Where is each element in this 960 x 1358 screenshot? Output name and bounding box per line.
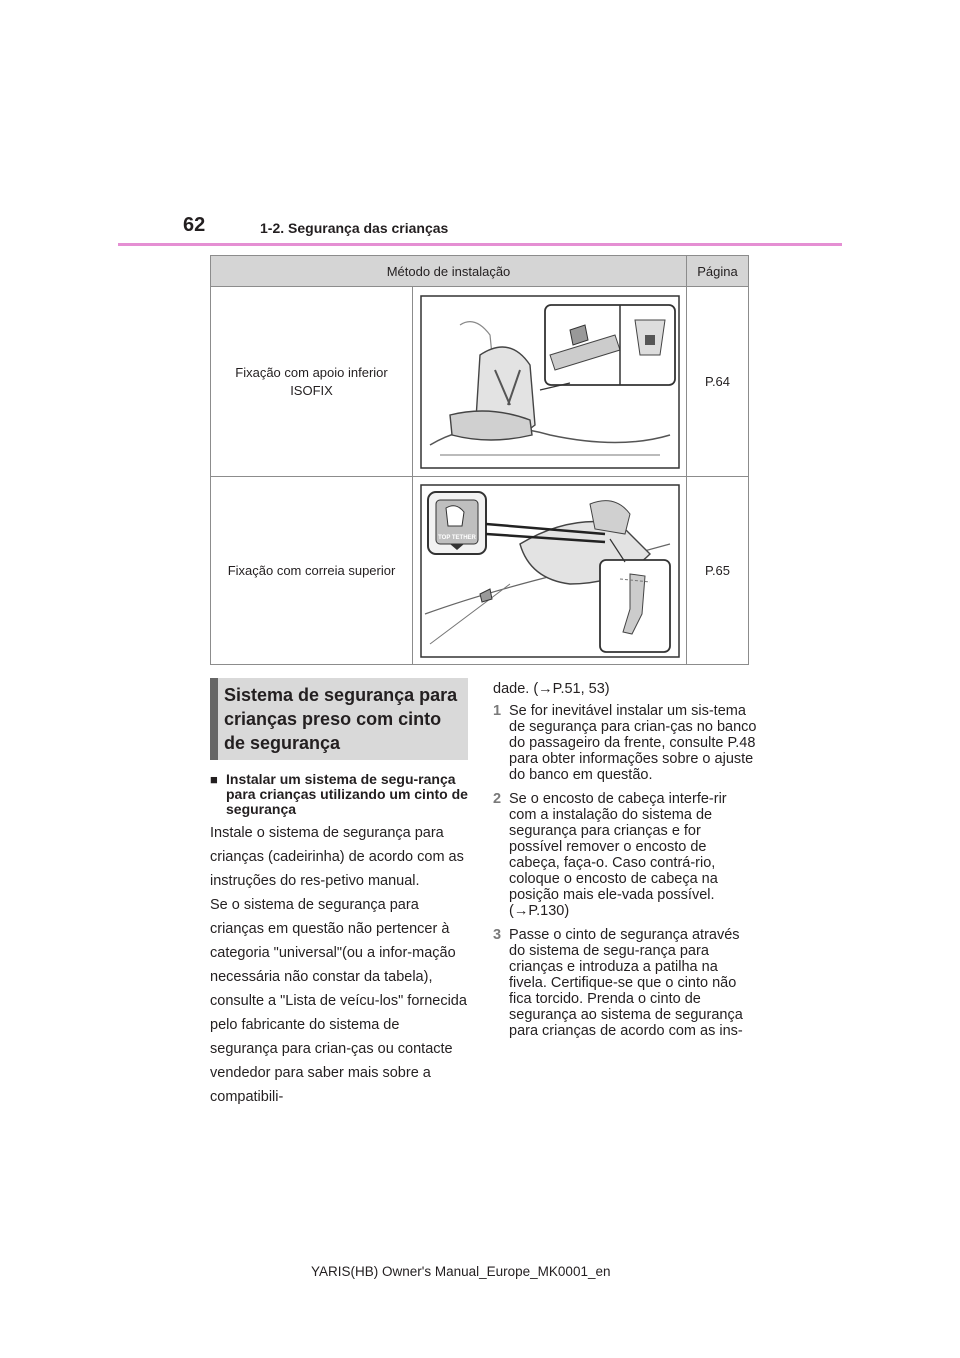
header-rule: [118, 243, 842, 246]
footer-manual-id: YARIS(HB) Owner's Manual_Europe_MK0001_en: [311, 1264, 611, 1279]
method-cell: Fixação com apoio inferior ISOFIX: [211, 287, 413, 477]
step-number: 3: [493, 927, 502, 943]
top-tether-label: TOP TETHER: [437, 534, 476, 541]
step-text: Passe o cinto de segurança através do sistema de segu-rança para crianças e introduza a patilha na fivela. Certifique-se que o cinto não fica torcido. Prenda o cinto de segurança ao sistema de segurança para crianças de acordo com as ins-: [509, 927, 743, 1039]
continuation-text: dade. (→P.51, 53): [493, 681, 610, 697]
step-number: 2: [493, 791, 502, 807]
step-text: Se o encosto de cabeça interfe-rir com a instalação do sistema de segurança para crianças e for possível remover o encosto de cabeça, faça-o. Caso contrá-rio, coloque o encosto de cabeça na posição mais ele-vada possível. (→P.130): [509, 791, 727, 919]
square-bullet-icon: ■: [210, 772, 218, 787]
page-reference: P.65: [687, 477, 749, 665]
method-cell: Fixação com correia superior: [211, 477, 413, 665]
right-column: [493, 679, 758, 1047]
column-header-method: Método de instalação: [211, 256, 687, 287]
left-column: [210, 772, 470, 1109]
table-header-row: [211, 256, 749, 287]
numbered-step: [493, 703, 758, 783]
bullet-heading-text: Instalar um sistema de segu-rança para crianças utilizando um cinto de segurança: [226, 771, 468, 817]
bullet-heading: [210, 772, 470, 817]
table-row: [211, 287, 749, 477]
paragraph: Instale o sistema de segurança para crianças (cadeirinha) de acordo com as instruções do res-petivo manual.: [210, 825, 464, 889]
column-header-page: Página: [687, 256, 749, 287]
table-row: [211, 477, 749, 665]
top-tether-illustration: [420, 484, 680, 658]
isofix-illustration: [420, 295, 680, 469]
numbered-step: [493, 791, 758, 919]
figure-cell: [413, 287, 687, 477]
subsection-heading: Sistema de segurança para crianças preso com cinto de segurança: [210, 678, 468, 760]
numbered-step: [493, 927, 758, 1039]
page-number: 62: [183, 214, 206, 236]
page-reference: P.64: [687, 287, 749, 477]
figure-cell: [413, 477, 687, 665]
step-text: Se for inevitável instalar um sis-tema de segurança para crian-ças no banco do passageiro da frente, consulte P.48 para obter informações sobre o ajuste do banco em questão.: [509, 703, 757, 783]
section-title: 1-2. Segurança das crianças: [260, 220, 449, 236]
paragraph: Se o sistema de segurança para crianças em questão não pertencer à categoria "universal"(ou a infor-mação necessária não constar da tabela), consulte a "Lista de veícu-los" fornecida pelo fabricante do sistema de segurança para crian-ças ou contacte vendedor para saber mais sobre a compatibili-: [210, 897, 467, 1105]
step-number: 1: [493, 703, 502, 719]
installation-methods-table: [210, 255, 749, 665]
